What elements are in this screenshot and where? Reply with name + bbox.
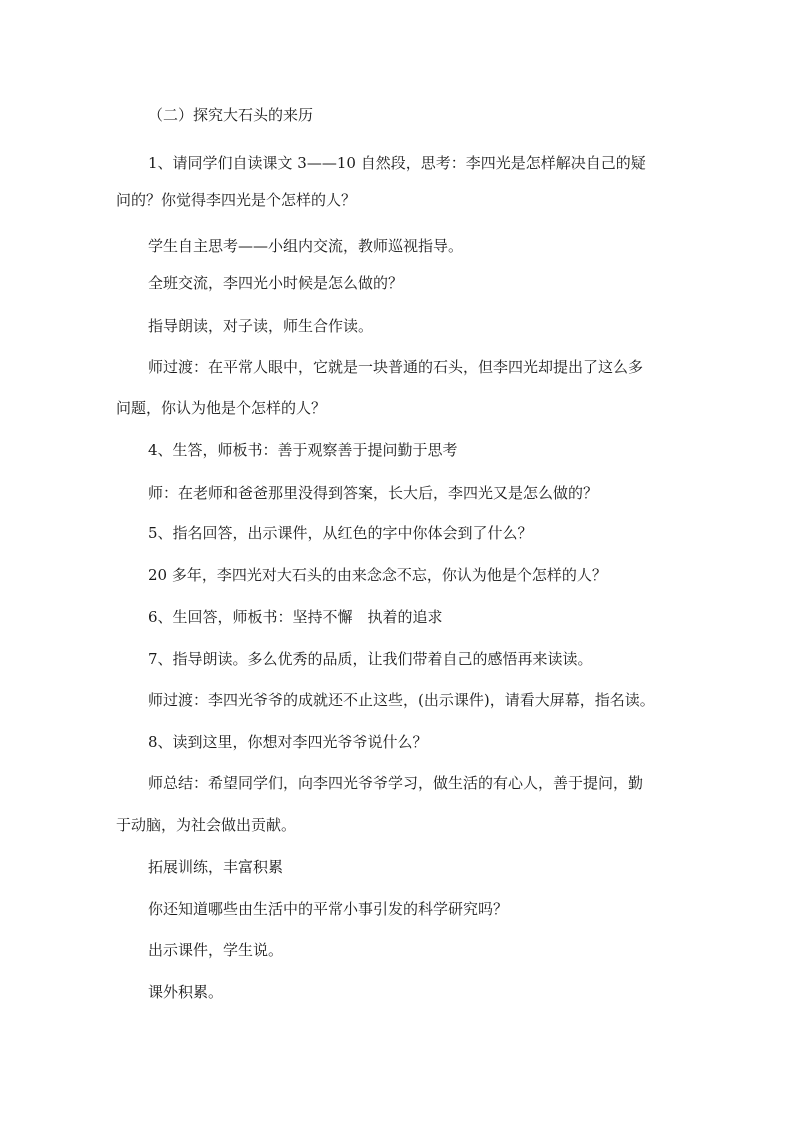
section-heading: （二）探究大石头的来历 — [148, 106, 314, 124]
paragraph-line: 1、请同学们自读课文 3——10 自然段，思考：李四光是怎样解决自己的疑 — [148, 154, 646, 172]
paragraph-line: 6、生回答，师板书：坚持不懈 执着的追求 — [148, 608, 443, 626]
paragraph-line: 于动脑，为社会做出贡献。 — [116, 816, 297, 834]
paragraph-line: 课外积累。 — [148, 983, 224, 1001]
paragraph-line: 指导朗读，对子读，师生合作读。 — [148, 317, 374, 335]
paragraph-line: 你还知道哪些由生活中的平常小事引发的科学研究吗？ — [148, 900, 509, 918]
paragraph-line: 师总结：希望同学们，向李四光爷爷学习，做生活的有心人，善于提问，勤 — [148, 774, 644, 792]
paragraph-line: 5、指名回答，出示课件，从红色的字中你体会到了什么？ — [148, 524, 533, 542]
paragraph-line: 全班交流，李四光小时候是怎么做的？ — [148, 274, 404, 292]
paragraph-line: 4、生答，师板书：善于观察善于提问勤于思考 — [148, 441, 458, 459]
paragraph-line: 师过渡：李四光爷爷的成就还不止这些，(出示课件)，请看大屏幕，指名读。 — [148, 691, 655, 709]
paragraph-line: 8、读到这里，你想对李四光爷爷说什么？ — [148, 733, 428, 751]
paragraph-line: 师过渡：在平常人眼中，它就是一块普通的石头，但李四光却提出了这么多 — [148, 358, 644, 376]
paragraph-line: 7、指导朗读。多么优秀的品质，让我们带着自己的感悟再来读读。 — [148, 650, 593, 668]
paragraph-line: 学生自主思考——小组内交流，教师巡视指导。 — [148, 237, 464, 255]
paragraph-line: 问题，你认为他是个怎样的人？ — [116, 399, 327, 417]
paragraph-line: 拓展训练，丰富积累 — [148, 858, 284, 876]
paragraph-line: 20 多年，李四光对大石头的由来念念不忘，你认为他是个怎样的人？ — [148, 566, 607, 584]
paragraph-line: 师：在老师和爸爸那里没得到答案，长大后，李四光又是怎么做的？ — [148, 484, 599, 502]
paragraph-line: 问的？你觉得李四光是个怎样的人？ — [116, 191, 357, 209]
paragraph-line: 出示课件，学生说。 — [148, 941, 284, 959]
